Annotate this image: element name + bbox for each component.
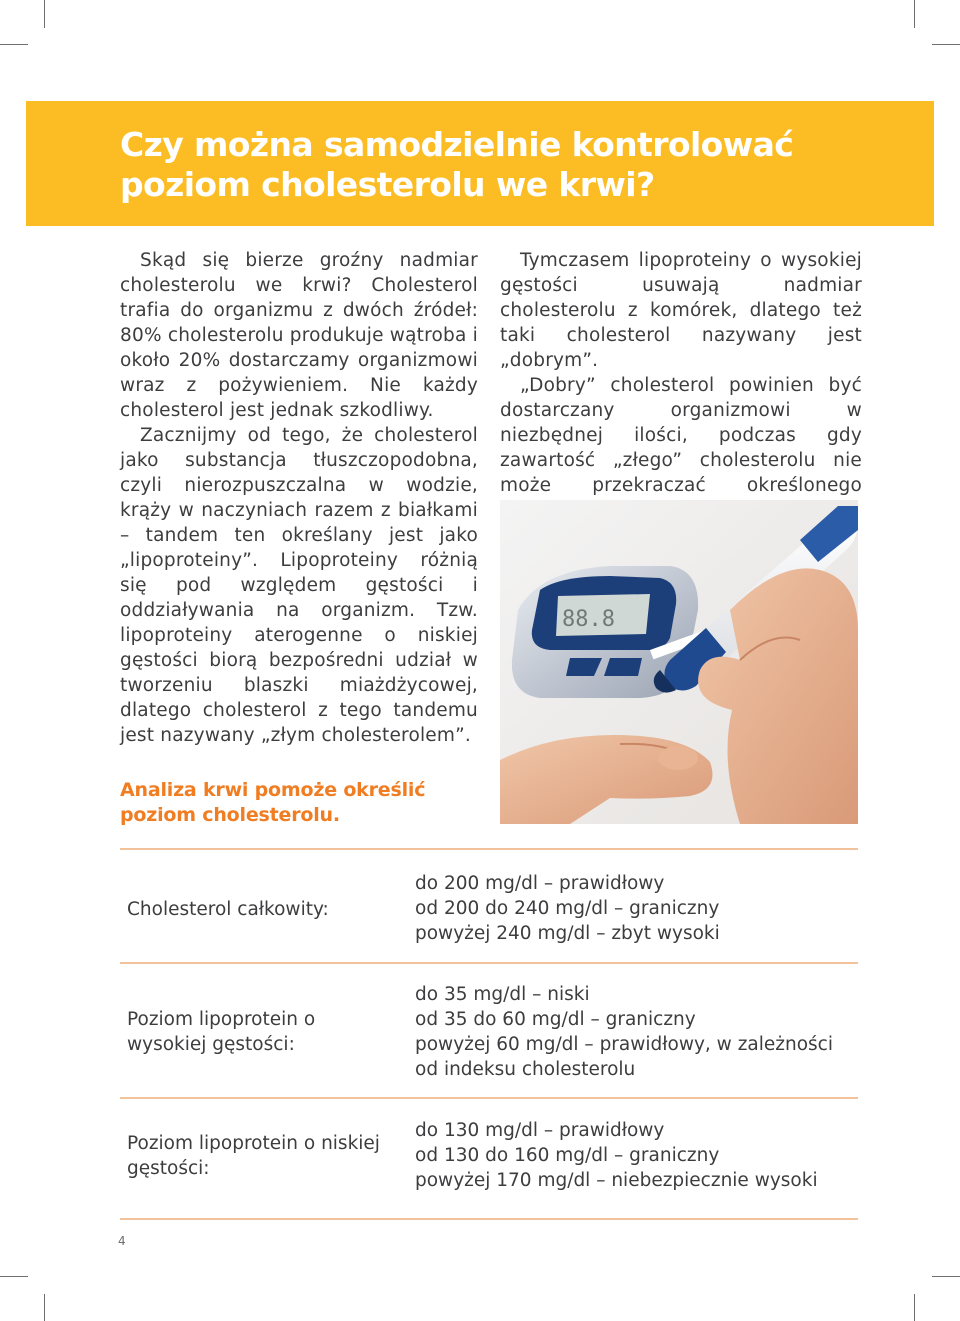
table-value: do 35 mg/dl – niski xyxy=(415,984,590,1005)
crop-mark xyxy=(914,1294,915,1321)
table-divider xyxy=(120,1218,858,1220)
table-row-label: Poziom lipoprotein o wysokiej gęstości: xyxy=(127,1009,316,1055)
table-value: do 200 mg/dl – prawidłowy xyxy=(415,873,665,894)
highlight-text: Analiza krwi pomoże określić poziom cholesterolu. xyxy=(120,779,426,826)
paragraph: Skąd się bierze groźny nadmiar cholesterolu we krwi? Cholesterol trafia do organizmu z dwóch źródeł: 80% cholesterolu produkuje wątroba i około 20% dostarczamy organizmowi wraz z pożywieniem. Nie każdy cholesterol jest jednak szkodliwy. xyxy=(120,250,478,421)
table-value: od 200 do 240 mg/dl – graniczny xyxy=(415,898,720,919)
table-value: do 130 mg/dl – prawidłowy xyxy=(415,1120,665,1141)
table-row-values xyxy=(415,1118,855,1193)
crop-mark xyxy=(914,0,915,28)
table-divider xyxy=(120,848,858,850)
paragraph: Zacznijmy od tego, że cholesterol jako substancja tłuszczopodobna, czyli nierozpuszczalna w wodzie, krąży w naczyniach razem z białkami – tandem ten określany jest jako „lipoproteiny”. Lipoproteiny różnią się pod względem gęstości i oddziaływania na organizm. Tzw. lipoproteiny aterogenne o niskiej gęstości biorą bezpośredni udział w tworzeniu blaszki miażdżycowej, dlatego cholesterol z tego tandemu jest nazywany „złym cholesterolem”. xyxy=(120,425,478,746)
crop-mark xyxy=(44,1294,45,1321)
body-column-left xyxy=(120,248,478,748)
page-number: 4 xyxy=(118,1234,126,1248)
table-value: od 130 do 160 mg/dl – graniczny xyxy=(415,1145,720,1166)
crop-mark xyxy=(932,1276,960,1277)
table-value: powyżej 240 mg/dl – zbyt wysoki xyxy=(415,923,720,944)
table-row-label: Cholesterol całkowity: xyxy=(127,899,329,920)
crop-mark xyxy=(932,44,960,45)
page-title: Czy można samodzielnie kontrolować poziom cholesterolu we krwi? xyxy=(120,125,794,204)
paragraph: Tymczasem lipoproteiny o wysokiej gęstości usuwają nadmiar cholesterolu z komórek, dlatego też taki cholesterol nazywany jest „dobrym”. xyxy=(500,250,862,371)
body-column-right xyxy=(500,248,862,523)
svg-text:88.8: 88.8 xyxy=(562,607,615,632)
table-value: powyżej 170 mg/dl – niebezpiecznie wysoki xyxy=(415,1170,818,1191)
table-divider xyxy=(120,1097,858,1099)
table-row-values xyxy=(415,982,855,1082)
table-value: powyżej 60 mg/dl – prawidłowy, w zależności xyxy=(415,1034,833,1055)
crop-mark xyxy=(44,0,45,28)
table-divider xyxy=(120,962,858,964)
glucometer-photo xyxy=(500,500,858,824)
crop-mark xyxy=(0,1276,28,1277)
paragraph: „Dobry” cholesterol powinien być dostarczany organizmowi w niezbędnej ilości, podczas gdy zawartość „złego” cholesterolu nie może przekraczać określonego xyxy=(500,375,862,496)
table-value: od indeksu cholesterolu xyxy=(415,1059,636,1080)
table-row-label: Poziom lipoprotein o niskiej gęstości: xyxy=(127,1133,380,1179)
crop-mark xyxy=(0,44,28,45)
table-value: od 35 do 60 mg/dl – graniczny xyxy=(415,1009,696,1030)
header-band xyxy=(26,101,934,226)
table-row-values xyxy=(415,871,855,946)
